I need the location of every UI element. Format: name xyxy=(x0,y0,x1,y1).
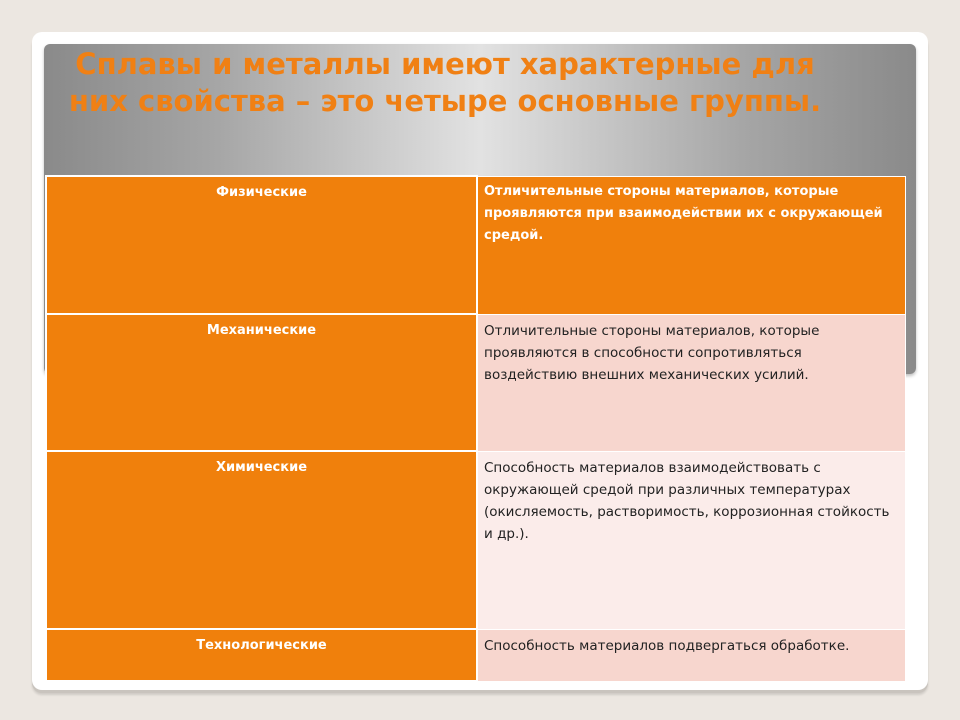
table-row xyxy=(46,629,906,681)
table-row xyxy=(46,451,906,629)
property-group-description: Способность материалов подвергаться обработке. xyxy=(477,629,906,681)
slide-title: Сплавы и металлы имеют характерные для них свойства – это четыре основные группы. xyxy=(68,47,822,118)
table-row xyxy=(46,176,906,314)
table-row xyxy=(46,314,906,451)
property-group-name: Химические xyxy=(46,451,477,629)
property-group-name: Физические xyxy=(46,176,477,314)
properties-table xyxy=(45,175,906,682)
property-group-name: Механические xyxy=(46,314,477,451)
property-group-name: Технологические xyxy=(46,629,477,681)
property-group-description: Отличительные стороны материалов, которые проявляются при взаимодействии их с окружающей средой. xyxy=(477,176,906,314)
property-group-description: Отличительные стороны материалов, которые проявляются в способности сопротивляться воздействию внешних механических усилий. xyxy=(477,314,906,451)
property-group-description: Способность материалов взаимодействовать с окружающей средой при различных температурах (окисляемость, растворимость, коррозионная стойкость и др.). xyxy=(477,451,906,629)
